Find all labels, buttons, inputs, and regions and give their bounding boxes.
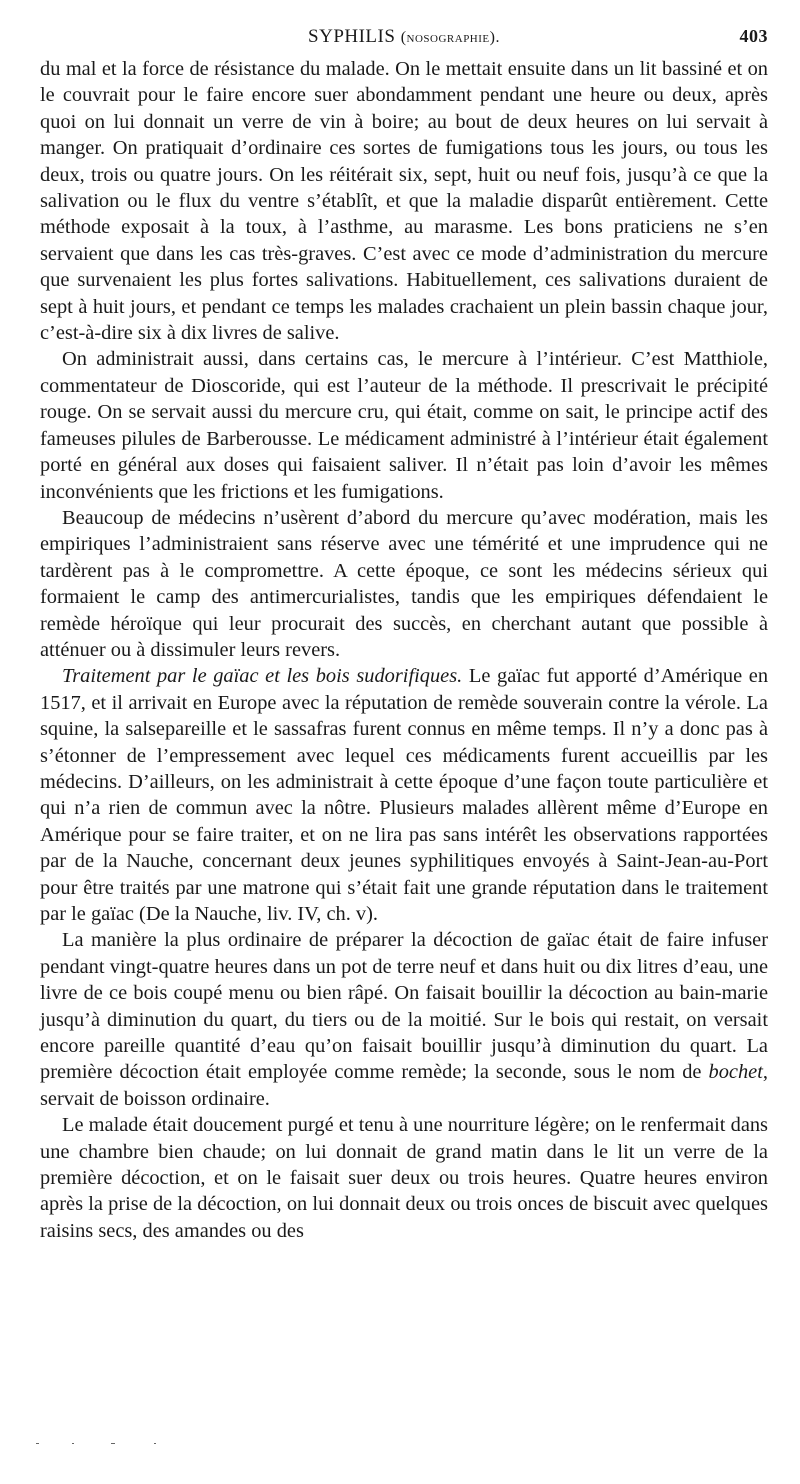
book-page bbox=[40, 26, 768, 1244]
paragraph-gaiac-text: Le gaïac fut apporté d’Amérique en 1517, et il arrivait en Europe avec la réputation de remède souverain contre la vérole. La squine, la salsepareille et le sassafras furent connus en même temps. Il n’y a donc pas à s’étonner de l’empressement avec lequel ces médicaments furent accueillis par les médecins. D’ailleurs, on les administrait à cette époque d’une façon toute particulière et qui n’a rien de commun avec la nôtre. Plusieurs malades allèrent même d’Europe en Amérique pour se faire traiter, et on ne lira pas sans intérêt les observations rapportées par de la Nauche, concernant deux jeunes syphilitiques envoyés à Saint-Jean-au-Port pour être traités par une matrone qui s’était fait une grande réputation dans le traitement par le gaïac (De la Nauche, liv. IV, ch. v). bbox=[40, 665, 769, 925]
running-head-subtitle: (nosographie). bbox=[400, 29, 500, 46]
decoction-text-before: La manière la plus ordinaire de préparer la décoction de gaïac était de faire infuser pendant vingt-quatre heures dans un pot de terre neuf et dans huit ou dix litres d’eau, une livre de ce bois coupé menu ou bien râpé. On faisait bouillir la décoction au bain-marie jusqu’à diminution du quart, du tiers ou de la moitié. Sur le bois qui restait, on versait encore pareille quantité d’eau qu’on faisait bouillir jusqu’à diminution du quart. La première décoction était employée comme remède; la seconde, sous le nom de bbox=[40, 929, 768, 1084]
paragraph-regime-malade: Le malade était doucement purgé et tenu à une nourriture légère; on le renfermait dans une chambre bien chaude; on lui donnait de grand matin dans le lit un verre de la première décoction, et on le faisait suer deux ou trois heures. Quatre heures environ après la prise de la décoction, on lui donnait deux ou trois onces de biscuit avec quelques raisins secs, des amandes ou des bbox=[40, 1114, 768, 1242]
section-heading-gaiac: Traitement par le gaïac et les bois sudorifiques. bbox=[62, 665, 463, 688]
page-number: 403 bbox=[739, 26, 768, 46]
paragraph-traitement-gaiac bbox=[40, 663, 768, 927]
scan-marks bbox=[36, 1441, 236, 1447]
running-head-title bbox=[40, 26, 768, 48]
running-head bbox=[40, 26, 768, 56]
paragraph-mercure-interieur: On administrait aussi, dans certains cas, le mercure à l’intérieur. C’est Matthiole, commentateur de Dioscoride, qui est l’auteur de la méthode. Il prescrivait le précipité rouge. On se servait aussi du mercure cru, qui était, comme on sait, le principe actif des fameuses pilules de Barberousse. Le médicament administré à l’intérieur était également porté en général aux doses qui faisaient saliver. Il n’était pas loin d’avoir les mêmes inconvénients que les frictions et les fumigations. bbox=[40, 348, 768, 503]
body-text bbox=[40, 56, 768, 1244]
running-head-main: SYPHILIS bbox=[308, 26, 396, 47]
paragraph-continuation: du mal et la force de résistance du malade. On le mettait ensuite dans un lit bassiné et on le couvrait pour le faire encore suer abondamment pendant une heure ou deux, après quoi on lui donnait un verre de vin à boire; au bout de deux heures on lui servait à manger. On pratiquait d’ordinaire ces sortes de fumigations tous les jours, ou tous les deux, trois ou quatre jours. On les réitérait six, sept, huit ou neuf fois, jusqu’à ce que la salivation ou le flux du ventre s’établît, et que la maladie disparût entièrement. Cette méthode exposait à la toux, à l’asthme, au marasme. Les bons praticiens ne s’en servaient que dans les cas très-graves. C’est avec ce mode d’administration du mercure que survenaient les plus fortes salivations. Habituellement, ces salivations duraient de sept à huit jours, et pendant ce temps les malades crachaient un plein bassin chaque jour, c’est-à-dire six à dix livres de salive. bbox=[40, 58, 768, 345]
term-bochet: bochet bbox=[708, 1061, 763, 1084]
decoction-text-after: , servait de boisson ordinaire. bbox=[40, 1061, 768, 1110]
paragraph-decoction bbox=[40, 927, 768, 1112]
paragraph-medecins-empiriques: Beaucoup de médecins n’usèrent d’abord du mercure qu’avec modération, mais les empiriques l’administraient sans réserve avec une témérité et une imprudence qui ne tardèrent pas à le compromettre. A cette époque, ce sont les médecins sérieux qui formaient le camp des antimercurialistes, tandis que les empiriques défendaient le remède héroïque qui leur procurait des succès, en cherchant autant que possible à atténuer ou à dissimuler leurs revers. bbox=[40, 506, 768, 661]
